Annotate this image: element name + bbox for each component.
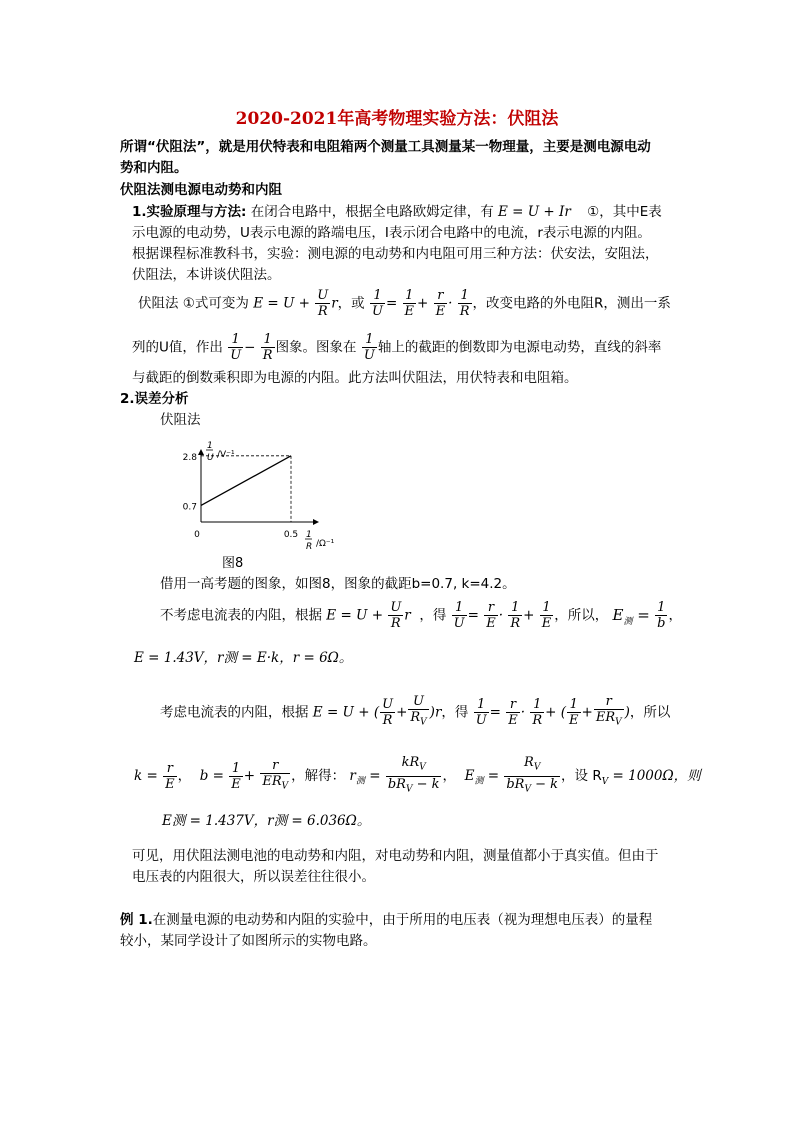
intro-line-2: 势和内阻。: [120, 160, 188, 176]
principle-para-4: 与截距的倒数乘积即为电源的内阻。此方法叫伏阻法，用伏特表和电阻箱。: [132, 370, 578, 386]
example-line-1: [120, 910, 652, 931]
x-axis-label: [305, 530, 335, 552]
intro-line-1: 所谓“伏阻法”，就是用伏特表和电阻箱两个测量工具测量某一物理量，主要是测电源电动: [120, 139, 651, 155]
y-tick-label: 0.7: [182, 502, 197, 513]
line3-text-c: ，所以: [629, 704, 671, 721]
data-line: [201, 456, 291, 506]
x-tick-label: 0.5: [283, 530, 299, 540]
principle-para-2: 伏阻法 ①式可变为 E = U + $\frac{U}{R}$ r，或 $\frac{1}{U}$ = $\frac{1}{E}$ + $\frac{r}{E}$ · $\frac{1}{R}$ ，改变电路的外电阻R，测出一系: [138, 288, 671, 319]
principle-line-1: [132, 202, 662, 223]
example-text-1: 在测量电源的电动势和内阻的实验中，由于所用的电压表（视为理想电压表）的量程: [152, 912, 653, 928]
error-line-4: k = $\frac{r}{E}$ ， b = $\frac{1}{E}$ + $\frac{r}{ER_V}$ ，解得： $r_测$ = $\frac{kR_V}{bR_V - k}$ ， $E_测$ = $\frac{R_V}{bR_V - k}$ ，设 $R_V = 1000\Omega$，则: [134, 755, 701, 795]
y-axis-label: [206, 441, 235, 463]
svg-text:/V⁻¹: /V⁻¹: [217, 450, 235, 460]
svg-text:U: U: [207, 453, 214, 463]
set-value: = 1000Ω，则: [612, 768, 701, 785]
line3-text-a: 考虑电流表的内阻，根据: [160, 704, 309, 721]
para3-text-b: 图象。图象在: [275, 339, 357, 356]
principle-line-2: 示电源的电动势，U表示电源的路端电压，I表示闭合电路中的电流，r表示电源的内阻。: [132, 225, 651, 241]
example-label: 例 1.: [120, 912, 153, 928]
svg-text:1: 1: [207, 441, 213, 451]
para2-text-b: ，或: [337, 295, 365, 312]
k-label: k =: [134, 768, 158, 785]
principle-tail: ，其中E表: [599, 204, 662, 220]
page-title: 2020-2021年高考物理实验方法：伏阻法: [235, 109, 559, 129]
para3-text-c: 轴上的截距的倒数即为电源电动势，直线的斜率: [377, 339, 662, 356]
principle-equation: E = U + Ir: [498, 204, 571, 220]
set-text: ，设 R: [561, 768, 602, 785]
svg-text:R: R: [306, 542, 313, 552]
error-label: 2.误差分析: [120, 391, 189, 407]
conclusion-line-1: 可见，用伏阻法测电池的电动势和内阻，对电动势和内阻，测量值都小于真实值。但由于: [132, 848, 659, 864]
conclusion-line-2: 电压表的内阻很大，所以误差往往很小。: [132, 869, 375, 885]
error-line-1: 借用一高考题的图象，如图8，图象的截距b=0.7, k=4.2。: [160, 576, 516, 592]
solve-text: ，解得：: [291, 768, 346, 785]
principle-label: 1.实验原理与方法:: [132, 204, 247, 220]
figure-caption: 图8: [222, 556, 244, 571]
section-heading: 伏阻法测电源电动势和内阻: [120, 182, 282, 198]
figure-8-chart: [170, 436, 340, 556]
para3-text-a: 列的U值，作出: [132, 339, 223, 356]
line2-text-a: 不考虑电流表的内阻，根据: [160, 607, 322, 624]
line2-text-b: ，得: [419, 607, 447, 624]
y-tick-label: 2.8: [182, 452, 197, 463]
para2-text-c: ，改变电路的外电阻R，测出一系: [472, 295, 671, 312]
error-sub: 伏阻法: [160, 412, 201, 428]
circle-number: ①: [587, 204, 600, 220]
svg-text:1: 1: [306, 530, 312, 540]
result-1: E = 1.43V，r测 = E·k，r = 6Ω。: [134, 650, 353, 666]
principle-para-3: 列的U值，作出 $\frac{1}{U}$ − $\frac{1}{R}$ 图象。图象在 $\frac{1}{U}$ 轴上的截距的倒数即为电源电动势，直线的斜率: [132, 332, 662, 363]
svg-text:/Ω⁻¹: /Ω⁻¹: [316, 539, 335, 549]
principle-text: 在闭合电路中，根据全电路欧姆定律，有: [250, 204, 494, 220]
error-line-2: 不考虑电流表的内阻，根据 E = U + $\frac{U}{R}$ r ，得 $\frac{1}{U}$ = $\frac{r}{E}$ · $\frac{1}{R}$ + $\frac{1}{E}$ ，所以， $E_测$ = $\frac{1}{b}$ ，: [160, 600, 682, 631]
error-line-3: 考虑电流表的内阻，根据 E = U + ( $\frac{U}{R}$ + $\frac{U}{R_V}$ )r，得 $\frac{1}{U}$ = $\frac{r}{E}$ · $\frac{1}{R}$ + ( $\frac{1}{E}$ + $\frac{r}{ER_V}$ )，所以: [160, 694, 671, 728]
line3-text-b: ，得: [441, 704, 469, 721]
principle-line-3: 根据课程标准教科书，实验：测电源的电动势和内电阻可用三种方法：伏安法，安阻法，: [132, 246, 659, 262]
example-line-2: 较小，某同学设计了如图所示的实物电路。: [120, 933, 377, 949]
x-tick-label: 0: [194, 530, 200, 540]
principle-line-4: 伏阻法，本讲谈伏阻法。: [132, 267, 281, 283]
line2-text-c: ，所以，: [554, 607, 609, 624]
b-label: b =: [199, 768, 224, 785]
result-2: E测 = 1.437V，r测 = 6.036Ω。: [162, 813, 371, 829]
para2-text-a: 伏阻法 ①式可变为: [138, 295, 249, 312]
